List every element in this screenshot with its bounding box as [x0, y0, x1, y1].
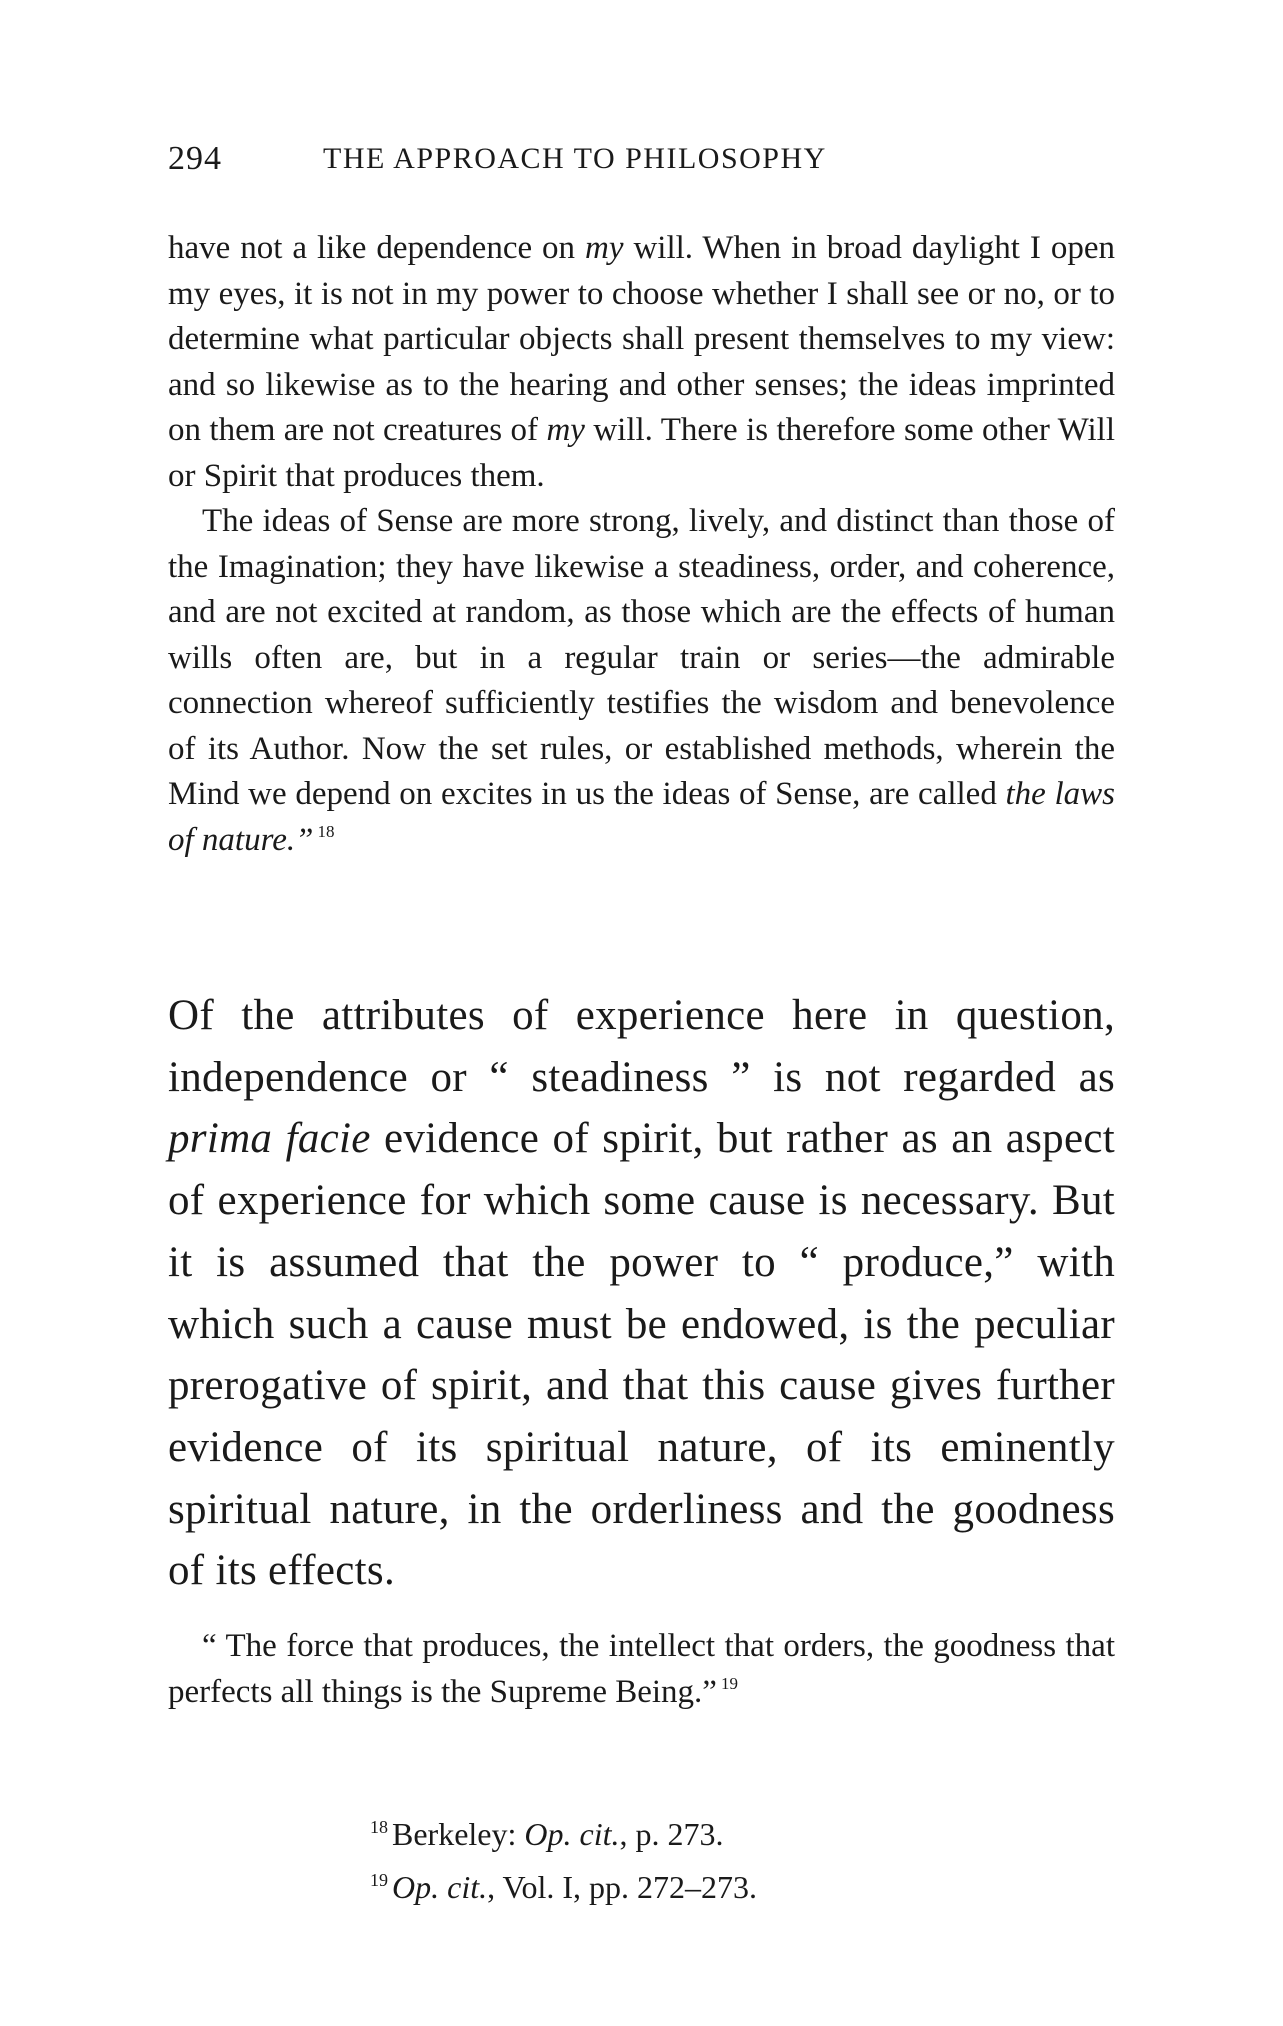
text-run: Berkeley:	[392, 1816, 525, 1852]
footnote-mark: 19	[370, 1870, 388, 1890]
footnote-reference: 19	[720, 1673, 738, 1693]
supreme-being-quotation	[168, 1624, 1115, 1715]
footnotes	[370, 1804, 757, 1910]
emphasis: the laws of nature.”	[168, 776, 1116, 858]
page-header	[168, 140, 1118, 184]
emphasis: Op. cit.	[524, 1816, 620, 1852]
footnote-reference: 18	[317, 821, 335, 841]
text-run: “ The force that produces, the intellect that orders, the goodness that perfects all things is the Supreme Being.”	[168, 1628, 1115, 1710]
emphasis: prima facie	[168, 1115, 371, 1163]
text-run: will. There is therefore some other Will or Spirit that produces them.	[168, 412, 1115, 494]
text-run: have not a like dependence on	[168, 230, 586, 266]
footnote-19	[370, 1857, 757, 1910]
footnote-18	[370, 1804, 757, 1857]
text-run: evidence of spirit, but rather as an aspect of experience for which some cause is necessary. But it is assumed that the power to “ produce,” with which such a cause must be endowed, is the peculiar prerogative of spirit, and that this cause gives further evidence of its spiritual nature, of its eminently spiritual nature, in the orderliness and the goodness of its effects.	[168, 1115, 1115, 1595]
page-number: 294	[168, 140, 222, 177]
text-run: The ideas of Sense are more strong, lively, and distinct than those of the Imagination; they have likewise a steadiness, order, and coherence, and are not excited at random, as those which are the effects of human wills often are, but in a regular train or series—the admirable connection whereof sufficiently testifies the wisdom and benevolence of its Author. Now the set rules, or established methods, wherein the Mind we depend on excites in us the ideas of Sense, are called	[168, 503, 1115, 812]
footnote-mark: 18	[370, 1817, 388, 1837]
emphasis: my	[585, 230, 624, 266]
text-run: Of the attributes of experience here in question, independence or “ steadiness ” is not regarded as	[168, 992, 1115, 1101]
quotation-paragraph-1	[168, 226, 1115, 499]
berkeley-quotation	[168, 226, 1115, 863]
emphasis: my	[546, 412, 585, 448]
text-run: will. When in broad daylight I open my eyes, it is not in my power to choose whether I shall see or no, or to determine what particular objects shall present themselves to my view: and so likewise as to the hearing and other senses; the ideas imprinted on them are not creatures of	[168, 230, 1115, 448]
text-run: , p. 273.	[619, 1816, 724, 1852]
emphasis: Op. cit.	[392, 1869, 488, 1905]
quotation-paragraph-2	[168, 499, 1115, 863]
running-title: THE APPROACH TO PHILOSOPHY	[323, 142, 827, 175]
text-run: , Vol. I, pp. 272–273.	[487, 1869, 758, 1905]
quotation-paragraph	[168, 1624, 1115, 1715]
body-paragraph	[168, 985, 1115, 1602]
